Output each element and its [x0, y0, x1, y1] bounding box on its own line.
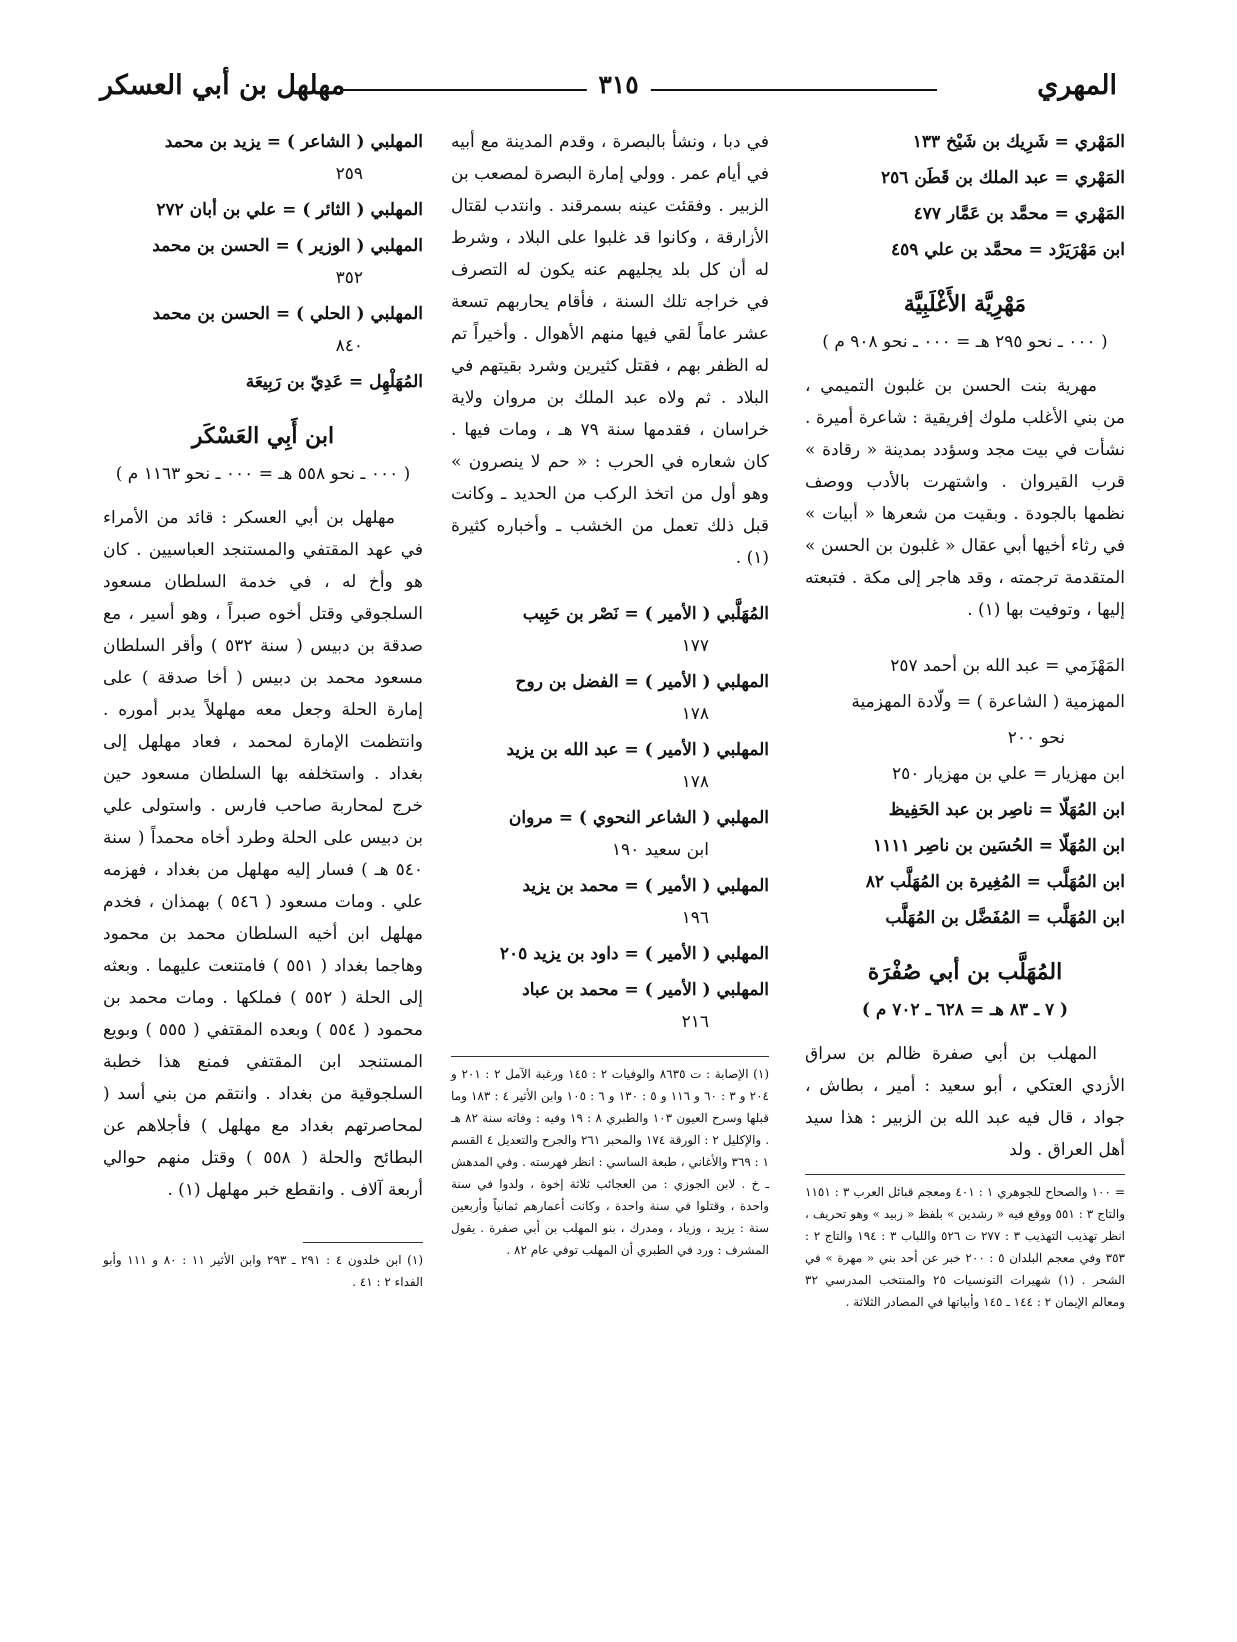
- reference-entry: ابن المُهَلّا = الحُسَين بن ناصِر ١١١١: [873, 836, 1125, 856]
- reference-number: ٢١٦: [681, 1012, 709, 1032]
- reference-entry: [103, 194, 423, 226]
- reference-entry: ابن المُهَلّا = ناصِر بن عبد الحَفِيظ: [888, 800, 1125, 820]
- footnote: (١) ابن خلدون ٤ : ٢٩١ ـ ٢٩٣ وابن الأثير ١١ : ٨٠ و ١١١ وأبو الفداء ٢ : ٤١ .: [103, 1253, 423, 1289]
- entry-heading: مَهْرِيَّة الأَغْلَبِيَّة: [903, 291, 1027, 317]
- footnote-rule: [451, 1056, 769, 1057]
- reference-entry: [451, 870, 769, 934]
- reference-entry: [451, 938, 769, 970]
- entry-dates: ( ٠٠٠ ـ نحو ٥٥٨ هـ = ٠٠٠ ـ نحو ١١٦٣ م ): [115, 464, 411, 484]
- reference-text: المهلبي ( الأمير ) = محمد بن يزيد: [522, 876, 769, 896]
- reference-text: المهلبي ( الأمير ) = عبد الله بن يزيد: [506, 740, 769, 760]
- reference-text: المُهَلَّبي ( الأمير ) = نَصْر بن حَبِيب: [522, 604, 769, 624]
- reference-text: المُهَلْهِل = عَدِيّ بن رَبِيعَة: [245, 372, 423, 392]
- reference-number: ٣٥٢: [335, 268, 363, 288]
- reference-entry: [451, 734, 769, 798]
- reference-text: المهلبي ( الشاعر ) = يزيد بن محمد: [164, 132, 423, 152]
- reference-entry: ابن مَهْرَيَرْد = محمَّد بن علي ٤٥٩: [890, 240, 1125, 260]
- reference-entry: [103, 230, 423, 294]
- reference-number: ١٧٧: [681, 636, 709, 656]
- reference-number: ٢٥٩: [335, 164, 363, 184]
- entry-heading: المُهَلَّب بن أبي صُفْرَة: [867, 959, 1063, 985]
- reference-entry: [103, 366, 423, 398]
- biography-text: في دبا ، ونشأ بالبصرة ، وقدم المدينة مع أبيه في أيام عمر . وولي إمارة البصرة لمصعب بن الزبير . وفقئت عينه بسمرقند . وانتدب لقتال الأزارقة ، وكانوا قد غلبوا على البلاد ، وشرط له أن كل بلد يجليهم عنه يكون له التصرف في خراجه تلك السنة ، فأقام يحاربهم تسعة عشر عاماً لقي فيها منهم الأهوال . وأخيراً تم له الظفر بهم ، فقتل كثيرين وشرد بقيتهم في البلاد . ثم ولاه عبد الملك بن مروان ولاية خراسان ، فقدمها سنة ٧٩ هـ ، ومات فيها . كان شعاره في الحرب : « حم لا ينصرون » وهو أول من اتخذ الركب من الحديد ـ وكانت قبل ذلك تعمل من الخشب ـ وأخباره كثيرة (١) .: [451, 132, 769, 568]
- footnote: (١) الإصابة : ت ٨٦٣٥ والوفيات ٢ : ١٤٥ ورغبة الآمل ٢ : ٢٠١ و ٢٠٤ و ٣ : ٦٠ و ١١٦ و ٥ : ١٣٠ و ٦ : ١٠٥ وابن الأثير ٤ : ١٨٣ وما قبلها وسرح العيون ١٠٣ والطبري ٨ : ١٩ وفيه : وفاته سنة ٨٢ هـ . والإكليل ٢ : الورقة ١٧٤ والمحبر ٢٦١ والجرح والتعديل ٤ القسم ١ : ٣٦٩ والأغاني ، طبعة الساسي : انظر فهرسته . وفي المدهش ـ خ . لابن الجوزي : من العجائب ثلاثة إخوة ، ولدوا في سنة واحدة ، وقتلوا في سنة واحدة ، وكانت أعمارهم ثمانياً وأربعين سنة : يزيد ، وزياد ، ومدرك ، بنو المهلب بن أبي صفرة . يقول المشرف : ورد في الطبري أن المهلب توفي عام ٨٢ .: [451, 1067, 770, 1257]
- reference-entry: [451, 974, 769, 1038]
- header-right-title: المهري: [1037, 70, 1117, 101]
- entry-heading: ابن أَبِي العَسْكَر: [191, 423, 335, 449]
- footnote-rule: [303, 1242, 423, 1243]
- reference-entry: [451, 598, 769, 662]
- reference-text: المهلبي ( الأمير ) = الفضل بن روح: [515, 672, 769, 692]
- reference-entry: [103, 298, 423, 362]
- entry-dates: ( ٠٠٠ ـ نحو ٢٩٥ هـ = ٠٠٠ ـ نحو ٩٠٨ م ): [822, 332, 1108, 352]
- biography-text: مهلهل بن أبي العسكر : قائد من الأمراء في عهد المقتفي والمستنجد العباسيين . كان هو وأخ له ، في خدمة السلطان مسعود السلجوقي وقتل أخوه صبراً ، وهو أسير ، مع صدقة بن دبيس ( سنة ٥٣٢ ) وأقر السلطان مسعود محمد بن دبيس ( أخا صدقة ) على إمارة الحلة وجعل معه مهلهلاً يدبر أموره . وانتظمت الإمارة لمحمد ، فعاد مهلهل إلى بغداد . واستخلفه بها السلطان مسعود حين خرج لمحاربة صاحب فارس . واستولى علي بن دبيس على الحلة وطرد أخاه محمداً ( سنة ٥٤٠ هـ ) فسار إليه مهلهل من بغداد ، فهزمه علي . ومات مسعود ( ٥٤٦ ) بهمذان ، فخدم مهلهل ابن أخيه السلطان محمد بن محمود وهاجما بغداد ( ٥٥١ ) فامتنعت عليهما . وبعثه إلى الحلة ( ٥٥٢ ) فملكها . ومات محمد بن محمود ( ٥٥٤ ) وبعده المقتفي ( ٥٥٥ ) وبويع المستنجد ابن المقتفي فمنع هذا خطبة السلجوقية من بغداد . وانتقم من بني أسد ( لمحاصرتهم بغداد مع مهلهل ) فأجلاهم عن البطائح والحلة ( ٥٥٨ ) وقتل منهم حوالي أربعة آلاف . وانقطع خبر مهلهل (١) .: [103, 508, 423, 1200]
- reference-entry: [451, 666, 769, 730]
- reference-entry: [103, 126, 423, 190]
- reference-text: المهلبي ( الوزير ) = الحسن بن محمد: [152, 236, 423, 256]
- header-left-title: مهلهل بن أبي العسكر: [100, 70, 346, 101]
- reference-entry: المَهْري = محمَّد بن عَمَّار ٤٧٧: [913, 204, 1125, 224]
- reference-text: المهلبي ( الثائر ) = علي بن أبان ٢٧٢: [156, 200, 423, 220]
- reference-entry: المهزمية ( الشاعرة ) = ولّادة المهزمية: [851, 692, 1125, 712]
- footnote: = ١٠٠ والصحاح للجوهري ١ : ٤٠١ ومعجم قبائل العرب ٣ : ١١٥١ والتاج ٣ : ٥٥١ ووقع فيه « رشدين » بلفظ « زبيد » وهو تحريف ، انظر تهذيب التهذيب ٣ : ٢٧٧ ت ٥٢٦ واللباب ٣ : ١٩٤ والتاج ٢ : ٣٥٣ وفي معجم البلدان ٥ : ٢٠٠ خبر عن أحد بني « مهرة » في الشحر . (١) شهيرات التونسيات ٢٥ والمنتخب المدرسي ٣٢ ومعالم الإيمان ٢ : ١٤٤ ـ ١٤٥ وأبياتها في المصادر الثلاثة .: [805, 1185, 1126, 1309]
- reference-number: ١٧٨: [681, 772, 709, 792]
- reference-text: المهلبي ( الأمير ) = داود بن يزيد ٢٠٥: [499, 944, 769, 964]
- column-middle: [451, 126, 769, 1261]
- reference-number: نحو ٢٠٠: [1007, 728, 1065, 748]
- reference-text: المهلبي ( الشاعر النحوي ) = مروان: [508, 808, 769, 828]
- column-right: [805, 126, 1125, 1313]
- footnote-rule: [805, 1174, 1125, 1175]
- entry-dates: ( ٧ ـ ٨٣ هـ = ٦٢٨ ـ ٧٠٢ م ): [861, 1000, 1069, 1020]
- reference-text: المهلبي ( الحلي ) = الحسن بن محمد: [152, 304, 423, 324]
- reference-entry: ابن المُهَلَّب = المُفَضَّل بن المُهَلَّب: [885, 908, 1125, 928]
- reference-entry: المَهْزَمي = عبد الله بن أحمد ٢٥٧: [890, 656, 1125, 676]
- reference-number: ١٩٦: [681, 908, 709, 928]
- column-left: [103, 126, 423, 1293]
- reference-text: المهلبي ( الأمير ) = محمد بن عباد: [522, 980, 769, 1000]
- biography-text: مهرية بنت الحسن بن غلبون التميمي ، من بني الأغلب ملوك إفريقية : شاعرة أميرة . نشأت في بيت مجد وسؤدد بمدينة « رقادة » قرب القيروان . واشتهرت بالأدب ووصف نظمها بالجودة . وبقيت من شعرها « أبيات » في رثاء أخيها أبي عقال « غلبون بن الحسن » المتقدمة ترجمته ، وقد هاجر إلى مكة . فتبعته إليها ، وتوفيت بها (١) .: [805, 376, 1125, 620]
- reference-entry: المَهْري = شَرِيك بن شَيْخ ١٣٣: [912, 132, 1125, 152]
- reference-entry: [451, 802, 769, 866]
- reference-entry: ابن المُهَلَّب = المُغِيرة بن المُهَلَّب ٨٢: [865, 872, 1125, 892]
- reference-number: ١٧٨: [681, 704, 709, 724]
- reference-number: ٨٤٠: [335, 336, 363, 356]
- running-header: [100, 70, 1137, 110]
- reference-entry: المَهْري = عبد الملك بن قَطَن ٢٥٦: [881, 168, 1125, 188]
- page-number: ٣١٥: [586, 70, 650, 99]
- biography-text: المهلب بن أبي صفرة ظالم بن سراق الأزدي العتكي ، أبو سعيد : أمير ، بطاش ، جواد ، قال فيه عبد الله بن الزبير : هذا سيد أهل العراق . ولد: [805, 1044, 1125, 1160]
- reference-number: ابن سعيد ١٩٠: [611, 840, 709, 860]
- reference-entry: ابن مهزيار = علي بن مهزيار ٢٥٠: [892, 764, 1125, 784]
